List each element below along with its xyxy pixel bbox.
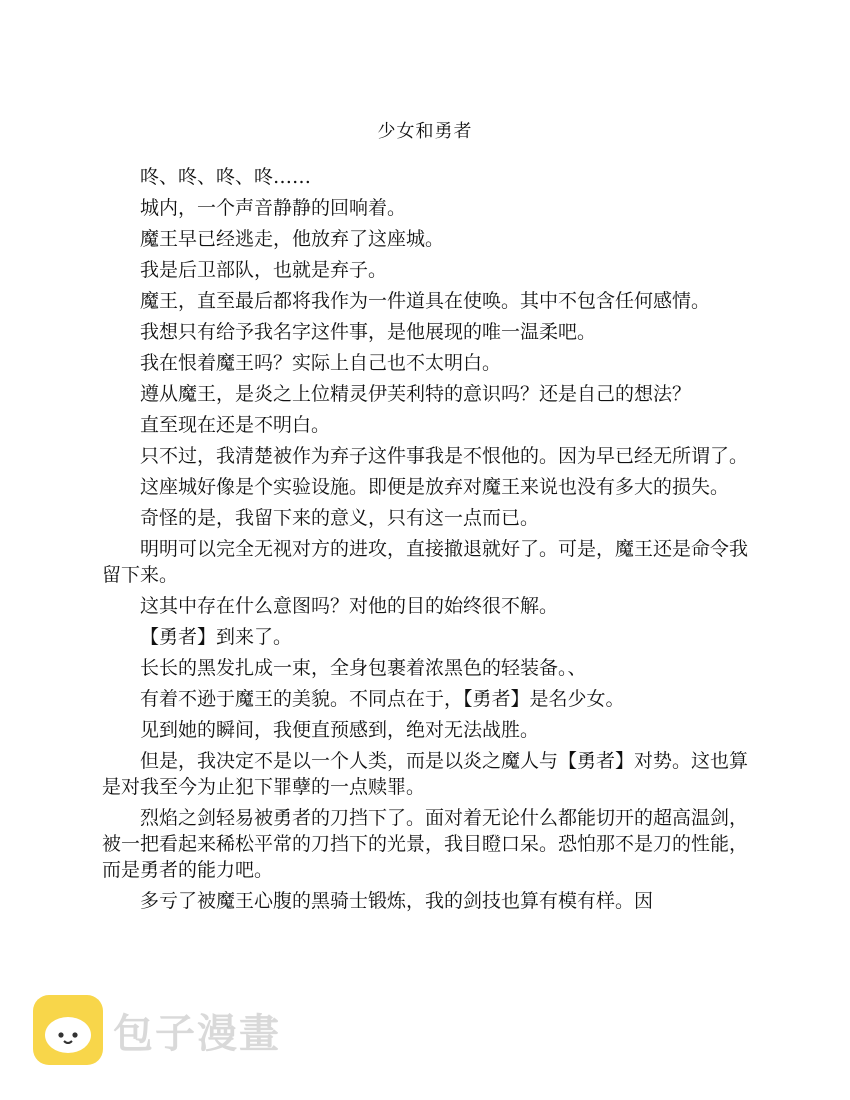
paragraph: 只不过，我清楚被作为弃子这件事我是不恨他的。因为早已经无所谓了。 <box>140 445 749 467</box>
paragraph: 明明可以完全无视对方的进攻，直接撤退就好了。可是，魔王还是命令我留下来。 <box>102 538 749 586</box>
paragraph: 遵从魔王，是炎之上位精灵伊芙利特的意识吗？还是自己的想法？ <box>140 383 692 405</box>
paragraph: 这座城好像是个实验设施。即便是放弃对魔王来说也没有多大的损失。 <box>140 476 730 498</box>
paragraph: 奇怪的是，我留下来的意义，只有这一点而已。 <box>140 507 540 529</box>
paragraph: 魔王早已经逃走，他放弃了这座城。 <box>140 228 445 250</box>
watermark-text: 包子漫畫 <box>113 1010 281 1057</box>
paragraph: 城内，一个声音静静的回响着。 <box>140 197 407 219</box>
paragraph: 这其中存在什么意图吗？对他的目的始终很不解。 <box>140 595 559 617</box>
paragraph: 我在恨着魔王吗？实际上自己也不太明白。 <box>140 352 502 374</box>
paragraph: 咚、咚、咚、咚…… <box>140 166 312 188</box>
paragraph: 见到她的瞬间，我便直预感到，绝对无法战胜。 <box>140 719 540 741</box>
paragraph: 直至现在还是不明白。 <box>140 414 331 436</box>
paragraph: 我想只有给予我名字这件事，是他展现的唯一温柔吧。 <box>140 321 597 343</box>
paragraph: 【勇者】到来了。 <box>140 626 293 648</box>
paragraph: 多亏了被魔王心腹的黑骑士锻炼，我的剑技也算有模有样。因 <box>140 890 654 912</box>
bun-mascot-icon <box>33 995 103 1065</box>
paragraph: 烈焰之剑轻易被勇者的刀挡下了。面对着无论什么都能切开的超高温剑，被一把看起来稀松平常的刀挡下的光景，我目瞪口呆。恐怕那不是刀的性能，而是勇者的能力吧。 <box>102 807 749 881</box>
page-title: 少女和勇者 <box>377 121 473 142</box>
paragraph: 我是后卫部队，也就是弃子。 <box>140 259 388 281</box>
paragraph: 但是，我决定不是以一个人类，而是以炎之魔人与【勇者】对势。这也算是对我至今为止犯下罪孽的一点赎罪。 <box>102 750 749 798</box>
paragraph: 长长的黑发扎成一束，全身包裹着浓黑色的轻装备。、 <box>140 657 587 679</box>
watermark <box>33 994 281 1066</box>
paragraph: 魔王，直至最后都将我作为一件道具在使唤。其中不包含任何感情。 <box>140 290 711 312</box>
paragraph: 有着不逊于魔王的美貌。不同点在于，【勇者】是名少女。 <box>140 688 625 710</box>
body-text <box>102 164 748 919</box>
